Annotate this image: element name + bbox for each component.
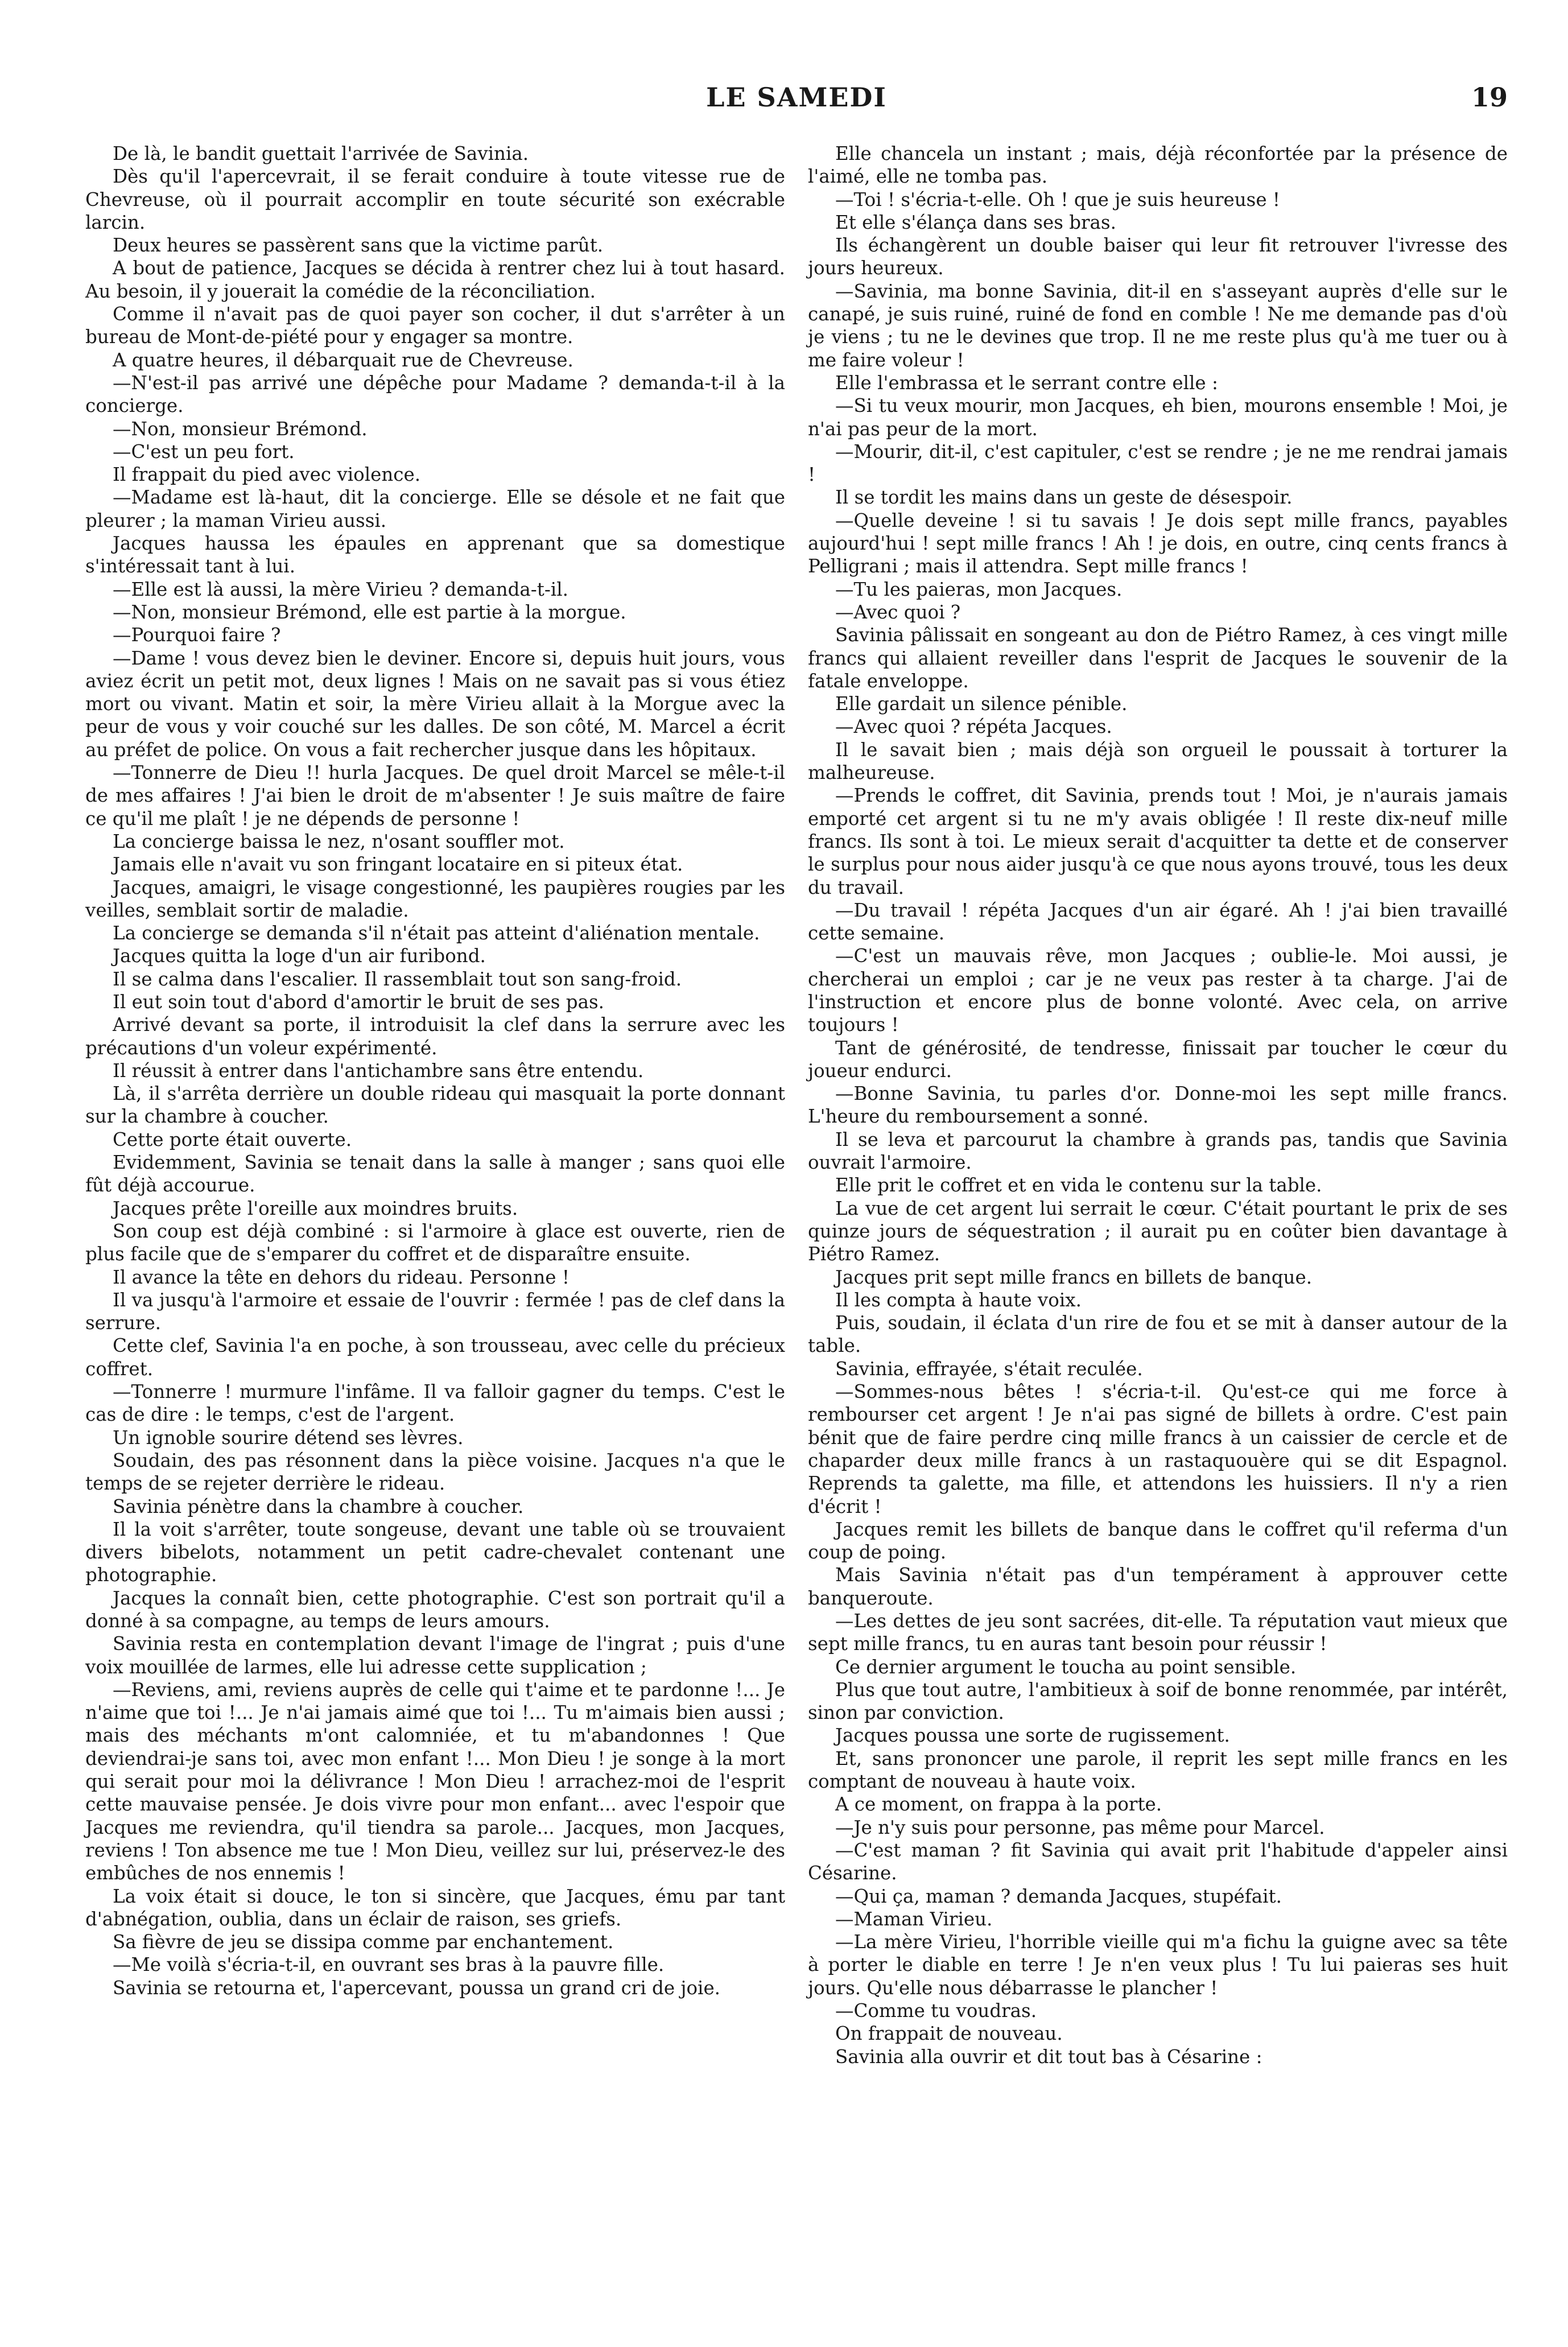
paragraph: —Non, monsieur Brémond, elle est partie à la morgue. [113, 601, 626, 623]
paragraph: Comme il n'avait pas de quoi payer son cocher, il dut s'arrêter à un bureau de Mont-de-piété pour y engager sa montre. [85, 303, 785, 348]
paragraph: A quatre heures, il débarquait rue de Chevreuse. [113, 349, 573, 371]
paragraph: Plus que tout autre, l'ambitieux à soif de bonne renommée, par intérêt, sinon par conviction. [808, 1678, 1508, 1724]
paragraph: —Tu les paieras, mon Jacques. [835, 578, 1123, 600]
paragraph: —C'est un mauvais rêve, mon Jacques ; oublie-le. Moi aussi, je chercherai un emploi ; car je ne veux pas rester à ta charge. J'ai de l'instruction et encore plus de bonne volonté. Avec cela, on arrive toujours ! [808, 945, 1508, 1036]
paragraph: Jacques poussa une sorte de rugissement. [835, 1725, 1230, 1747]
paragraph: Ils échangèrent un double baiser qui leur fit retrouver l'ivresse des jours heureux. [808, 234, 1508, 279]
paragraph: Elle prit le coffret et en vida le contenu sur la table. [835, 1174, 1322, 1197]
paragraph: Jacques prête l'oreille aux moindres bruits. [113, 1197, 518, 1219]
paragraph: Sa fièvre de jeu se dissipa comme par enchantement. [113, 1931, 614, 1953]
paragraph: —Mourir, dit-il, c'est capituler, c'est se rendre ; je ne me rendrai jamais ! [808, 440, 1508, 486]
paragraph: Cette clef, Savinia l'a en poche, à son trousseau, avec celle du précieux coffret. [85, 1335, 785, 1380]
paragraph: Là, il s'arrêta derrière un double rideau qui masquait la porte donnant sur la chambre à coucher. [85, 1083, 785, 1128]
paragraph: —La mère Virieu, l'horrible vieille qui m'a fichu la guigne avec sa tête à porter le diable en terre ! Je n'en veux plus ! Tu lui paieras ses huit jours. Qu'elle nous débarrasse le plancher ! [808, 1931, 1508, 1999]
paragraph: —Madame est là-haut, dit la concierge. Elle se désole et ne fait que pleurer ; la maman Virieu aussi. [85, 486, 785, 531]
paragraph: —Prends le coffret, dit Savinia, prends tout ! Moi, je n'aurais jamais emporté cet argent si tu ne m'y avais obligée ! Il reste dix-neuf mille francs. Ils sont à toi. Le mieux serait d'acquitter ta dette et de conserver le surplus pour nous aider jusqu'à ce que nous ayons trouvé, tous les deux du travail. [808, 785, 1508, 898]
paragraph: Jamais elle n'avait vu son fringant locataire en si piteux état. [113, 853, 683, 876]
paragraph: Savinia pénètre dans la chambre à coucher. [113, 1495, 524, 1517]
paragraph: Jacques remit les billets de banque dans le coffret qu'il referma d'un coup de poing. [808, 1518, 1508, 1564]
paragraph: A bout de patience, Jacques se décida à rentrer chez lui à tout hasard. Au besoin, il y jouerait la comédie de la réconciliation. [85, 257, 785, 302]
paragraph: Deux heures se passèrent sans que la victime parût. [113, 234, 604, 257]
paragraph: —Tonnerre ! murmure l'infâme. Il va falloir gagner du temps. C'est le cas de dire : le temps, c'est de l'argent. [85, 1381, 785, 1426]
paragraph: La vue de cet argent lui serrait le cœur. C'était pourtant le prix de ses quinze jours de séquestration ; il aurait pu en coûter bien davantage à Piétro Ramez. [808, 1197, 1508, 1265]
paragraph: —C'est un peu fort. [113, 440, 295, 463]
paragraph: La concierge baissa le nez, n'osant souffler mot. [113, 830, 565, 852]
paragraph: Il le savait bien ; mais déjà son orgueil le poussait à torturer la malheureuse. [808, 739, 1508, 784]
paragraph: Soudain, des pas résonnent dans la pièce voisine. Jacques n'a que le temps de se rejeter derrière le rideau. [85, 1449, 785, 1495]
paragraph: Cette porte était ouverte. [113, 1128, 352, 1150]
paragraph: —Sommes-nous bêtes ! s'écria-t-il. Qu'est-ce qui me force à rembourser cet argent ! Je n'ai pas signé de billets à ordre. C'est pain bénit que de faire perdre cinq mille francs à un caissier de cercle et de chaparder deux mille francs à un rastaquouère qui se dit Espagnol. Reprends ta galette, ma fille, et attendons les huissiers. Il n'y a rien d'écrit ! [808, 1381, 1508, 1517]
paragraph: Savinia, effrayée, s'était reculée. [835, 1358, 1143, 1380]
paragraph: Il se leva et parcourut la chambre à grands pas, tandis que Savinia ouvrait l'armoire. [808, 1128, 1508, 1174]
right-text-column [808, 142, 1508, 2068]
paragraph: —Avec quoi ? [835, 601, 961, 623]
paragraph: —Quelle deveine ! si tu savais ! Je dois sept mille francs, payables aujourd'hui ! sept mille francs ! Ah ! je dois, en outre, cinq cents francs à Pelligrani ; mais il attendra. Sept mille francs ! [808, 509, 1508, 578]
paragraph: Jacques haussa les épaules en apprenant que sa domestique s'intéressait tant à lui. [85, 533, 785, 578]
paragraph: —Je n'y suis pour personne, pas même pour Marcel. [835, 1816, 1325, 1838]
page-header [85, 74, 1508, 125]
paragraph: Il se calma dans l'escalier. Il rassemblait tout son sang-froid. [113, 968, 682, 990]
paragraph: —Savinia, ma bonne Savinia, dit-il en s'asseyant auprès d'elle sur le canapé, je suis ruiné, ruiné de fond en comble ! Ne me demande pas d'où je viens ; tu ne le devines que trop. Il ne me reste plus qu'à me tuer ou à me faire voleur ! [808, 280, 1508, 371]
paragraph: Ce dernier argument le toucha au point sensible. [835, 1656, 1297, 1678]
paragraph: A ce moment, on frappa à la porte. [835, 1793, 1162, 1816]
paragraph: Un ignoble sourire détend ses lèvres. [113, 1426, 464, 1449]
running-title: LE SAMEDI [706, 82, 887, 113]
paragraph: Puis, soudain, il éclata d'un rire de fou et se mit à danser autour de la table. [808, 1312, 1508, 1357]
paragraph: Jacques la connaît bien, cette photographie. C'est son portrait qu'il a donné à sa compagne, au temps de leurs amours. [85, 1587, 785, 1632]
paragraph: Mais Savinia n'était pas d'un tempérament à approuver cette banqueroute. [808, 1564, 1508, 1609]
paragraph: Il avance la tête en dehors du rideau. Personne ! [113, 1266, 570, 1288]
paragraph: Jacques, amaigri, le visage congestionné, les paupières rougies par les veilles, semblait sortir de maladie. [85, 876, 785, 921]
paragraph: Il réussit à entrer dans l'antichambre sans être entendu. [113, 1059, 644, 1082]
paragraph: Il se tordit les mains dans un geste de désespoir. [835, 486, 1293, 509]
paragraph: —Avec quoi ? répéta Jacques. [835, 716, 1112, 738]
paragraph: Elle l'embrassa et le serrant contre elle : [835, 372, 1218, 394]
page-number: 19 [1471, 82, 1508, 113]
paragraph: Il va jusqu'à l'armoire et essaie de l'ouvrir : fermée ! pas de clef dans la serrure. [85, 1289, 785, 1334]
left-text-column [85, 142, 785, 1999]
paragraph: Il la voit s'arrêter, toute songeuse, devant une table où se trouvaient divers bibelots, notamment un petit cadre-chevalet contenant une photographie. [85, 1518, 785, 1586]
paragraph: —Si tu veux mourir, mon Jacques, eh bien, mourons ensemble ! Moi, je n'ai pas peur de la mort. [808, 395, 1508, 440]
paragraph: —Comme tu voudras. [835, 2000, 1037, 2022]
paragraph: Il eut soin tout d'abord d'amortir le bruit de ses pas. [113, 991, 604, 1013]
paragraph: La voix était si douce, le ton si sincère, que Jacques, ému par tant d'abnégation, oublia, dans un éclair de raison, ses griefs. [85, 1885, 785, 1930]
paragraph: —N'est-il pas arrivé une dépêche pour Madame ? demanda-t-il à la concierge. [85, 372, 785, 417]
paragraph: Savinia alla ouvrir et dit tout bas à Césarine : [835, 2045, 1262, 2068]
paragraph: —Dame ! vous devez bien le deviner. Encore si, depuis huit jours, vous aviez écrit un petit mot, deux lignes ! Mais on ne savait pas si vous étiez mort ou vivant. Matin et soir, la mère Virieu allait à la Morgue avec la peur de vous y voir couché sur les dalles. De son côté, M. Marcel a écrit au préfet de police. On vous a fait rechercher jusque dans les hôpitaux. [85, 647, 785, 761]
paragraph: —Reviens, ami, reviens auprès de celle qui t'aime et te pardonne !... Je n'aime que toi !... Je n'ai jamais aimé que toi !... Tu m'aimais bien aussi ; mais des méchants m'ont calomniée, et tu m'abandonnes ! Que deviendrai-je sans toi, avec mon enfant !... Mon Dieu ! je songe à la mort qui serait pour moi la délivrance ! Mon Dieu ! arrachez-moi de l'esprit cette mauvaise pensée. Je dois vivre pour mon enfant... avec l'espoir que Jacques me reviendra, qu'il tiendra sa parole... Jacques, mon Jacques, reviens ! Ton absence me tue ! Mon Dieu, veillez sur lui, préservez-le des embûches de nos ennemis ! [85, 1678, 785, 1884]
paragraph: Et, sans prononcer une parole, il reprit les sept mille francs en les comptant de nouveau à haute voix. [808, 1747, 1508, 1793]
paragraph: Dès qu'il l'apercevrait, il se ferait conduire à toute vitesse rue de Chevreuse, où il pourrait accomplir en toute sécurité son exécrable larcin. [85, 166, 785, 233]
paragraph: Jacques prit sept mille francs en billets de banque. [835, 1266, 1313, 1288]
paragraph: Evidemment, Savinia se tenait dans la salle à manger ; sans quoi elle fût déjà accourue. [85, 1152, 785, 1197]
paragraph: —Du travail ! répéta Jacques d'un air égaré. Ah ! j'ai bien travaillé cette semaine. [808, 899, 1508, 944]
paragraph: Savinia pâlissait en songeant au don de Piétro Ramez, à ces vingt mille francs qui allaient reveiller dans l'esprit de Jacques le souvenir de la fatale enveloppe. [808, 624, 1508, 692]
paragraph: Elle chancela un instant ; mais, déjà réconfortée par la présence de l'aimé, elle ne tomba pas. [808, 143, 1508, 188]
paragraph: La concierge se demanda s'il n'était pas atteint d'aliénation mentale. [113, 922, 760, 944]
paragraph: —Toi ! s'écria-t-elle. Oh ! que je suis heureuse ! [835, 188, 1280, 211]
paragraph: Elle gardait un silence pénible. [835, 693, 1128, 715]
paragraph: —Bonne Savinia, tu parles d'or. Donne-moi les sept mille francs. L'heure du remboursement a sonné. [808, 1083, 1508, 1128]
paragraph: Il les compta à haute voix. [835, 1289, 1082, 1311]
paragraph: On frappait de nouveau. [835, 2023, 1063, 2045]
paragraph: Arrivé devant sa porte, il introduisit la clef dans la serrure avec les précautions d'un voleur expérimenté. [85, 1014, 785, 1059]
paragraph: —Me voilà s'écria-t-il, en ouvrant ses bras à la pauvre fille. [113, 1954, 665, 1976]
paragraph: —Elle est là aussi, la mère Virieu ? demanda-t-il. [113, 578, 568, 600]
paragraph: Jacques quitta la loge d'un air furibond. [113, 945, 486, 967]
paragraph: —Les dettes de jeu sont sacrées, dit-elle. Ta réputation vaut mieux que sept mille francs, tu en auras tant besoin pour réussir ! [808, 1610, 1508, 1655]
paragraph: —C'est maman ? fit Savinia qui avait prit l'habitude d'appeler ainsi Césarine. [808, 1839, 1508, 1884]
paragraph: —Pourquoi faire ? [113, 624, 281, 646]
paragraph: —Maman Virieu. [835, 1908, 993, 1930]
paragraph: Savinia resta en contemplation devant l'image de l'ingrat ; puis d'une voix mouillée de larmes, elle lui adresse cette supplication ; [85, 1633, 785, 1678]
paragraph: —Tonnerre de Dieu !! hurla Jacques. De quel droit Marcel se mêle-t-il de mes affaires ! J'ai bien le droit de m'absenter ! Je suis maître de faire ce qu'il me plaît ! je ne dépends de personne ! [85, 762, 785, 830]
paragraph: Tant de générosité, de tendresse, finissait par toucher le cœur du joueur endurci. [808, 1037, 1508, 1082]
paragraph: Il frappait du pied avec violence. [113, 464, 421, 486]
paragraph: —Non, monsieur Brémond. [113, 418, 368, 440]
paragraph: De là, le bandit guettait l'arrivée de Savinia. [113, 143, 529, 164]
paragraph: Savinia se retourna et, l'apercevant, poussa un grand cri de joie. [113, 1977, 721, 1999]
paragraph: —Qui ça, maman ? demanda Jacques, stupéfait. [835, 1885, 1282, 1907]
paragraph: Et elle s'élança dans ses bras. [835, 211, 1116, 233]
paragraph: Son coup est déjà combiné : si l'armoire à glace est ouverte, rien de plus facile que de s'emparer du coffret et de disparaître ensuite. [85, 1220, 785, 1265]
